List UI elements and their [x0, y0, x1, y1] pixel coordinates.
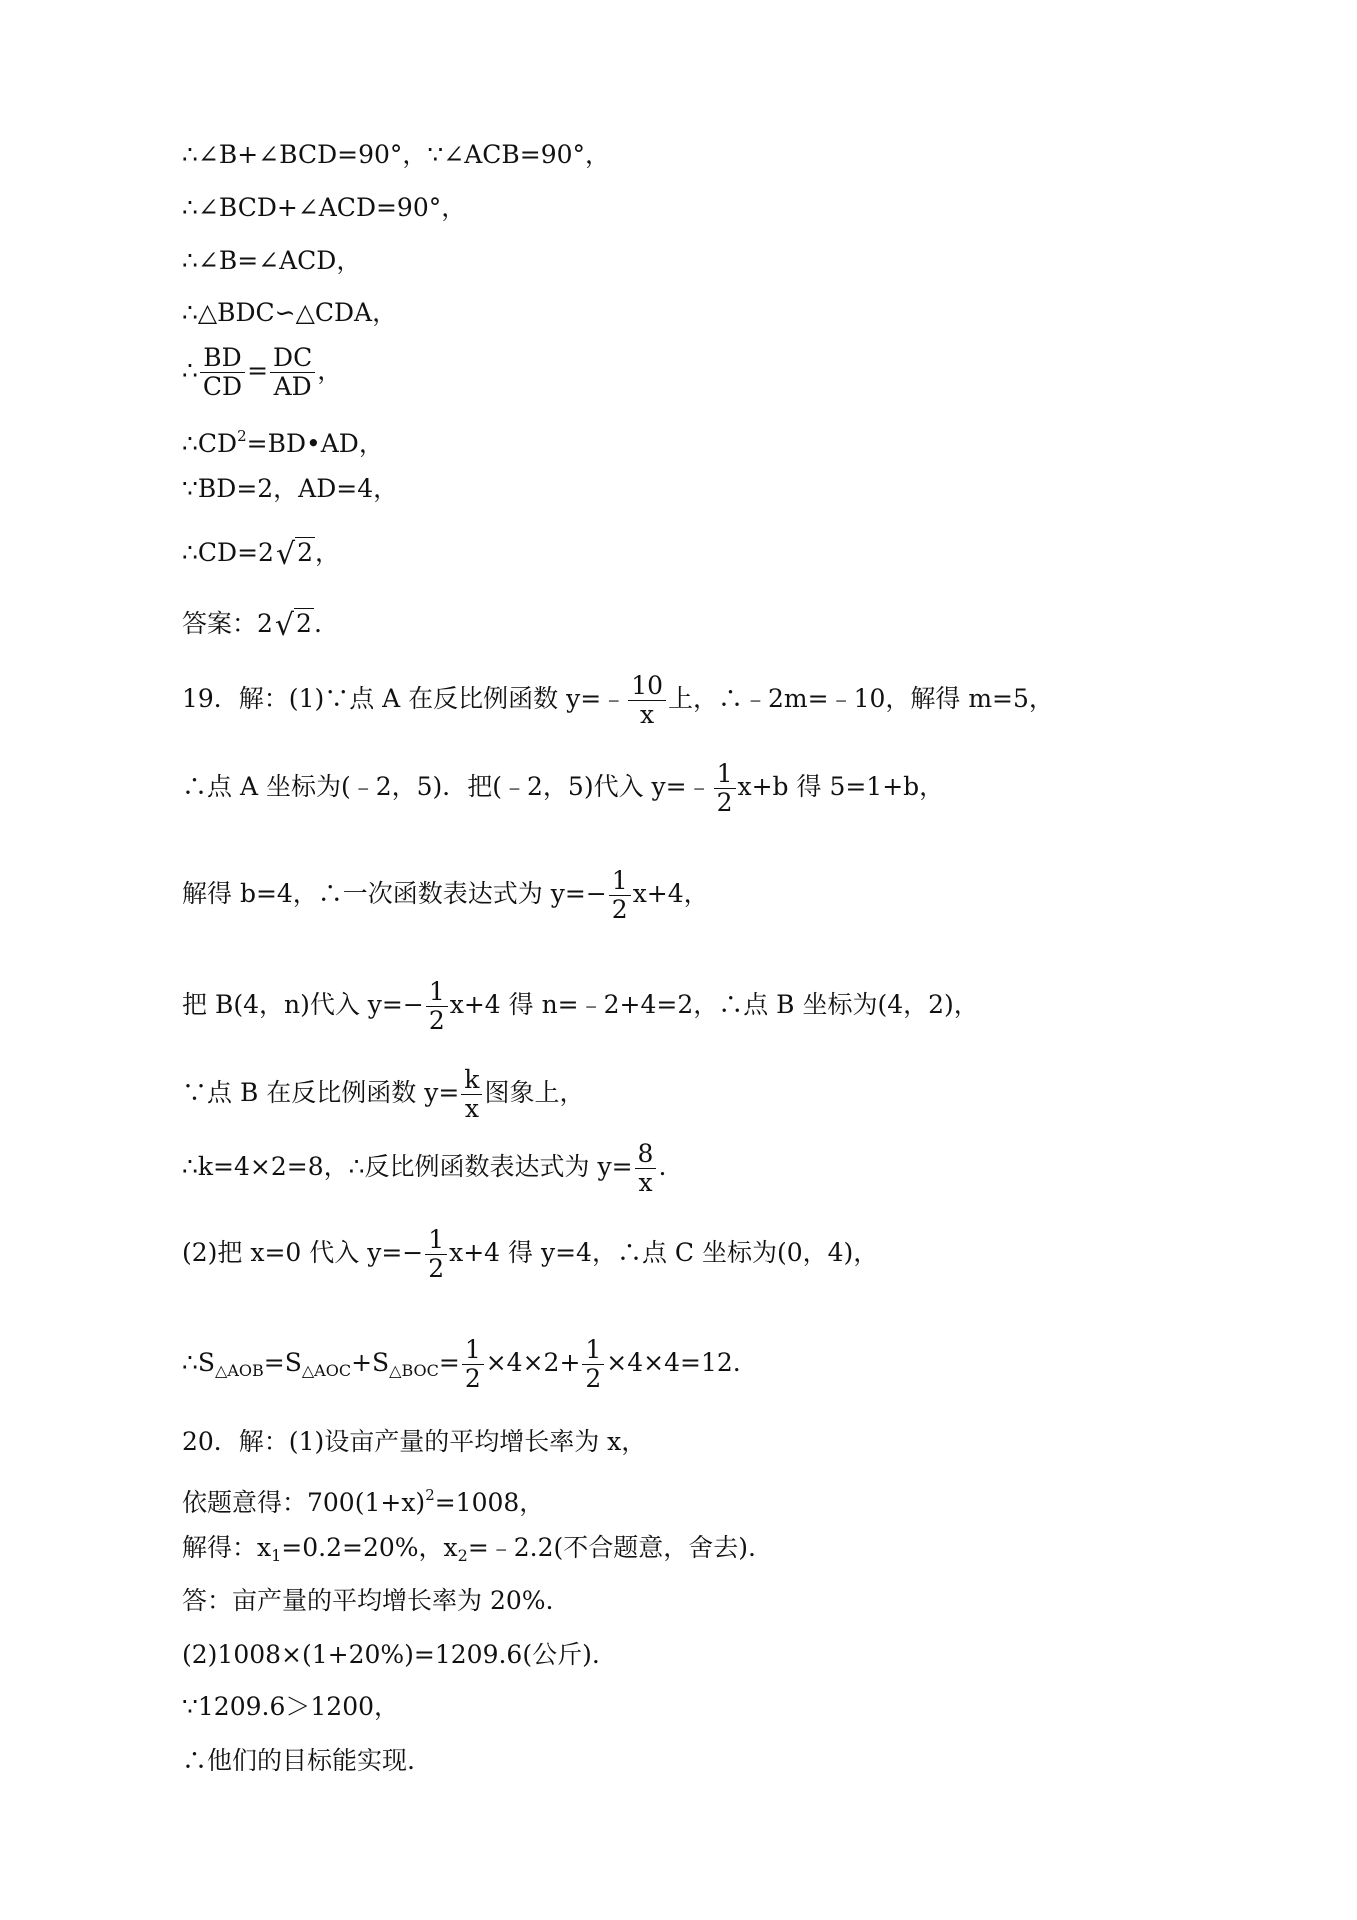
fraction: $\frac{1}{2}$ — [426, 978, 448, 1035]
fraction: $\frac{1}{2}$ — [714, 760, 736, 817]
q20-line-3: 解得：$x_1=0.2=20\%$，$x_2=﹣2.2$(不合题意，舍去). — [182, 1533, 756, 1565]
proof-line-6: $\therefore CD^2=BD•AD$， — [182, 427, 384, 458]
q19-line-2: ∴点 A 坐标为(﹣2，5)．把(﹣2，5)代入 y=﹣ $\frac{1}{2}$ x+b 得 5=1+b， — [182, 759, 945, 817]
fraction: $\frac{1}{2}$ — [425, 1226, 447, 1283]
fraction-dc-ad: $\frac{DC}{AD}$ — [270, 344, 315, 401]
q19-line-7: (2)把 x=0 代入 y=− $\frac{1}{2}$ x+4 得 y=4，∴点 C 坐标为(0，4)， — [182, 1225, 879, 1283]
proof-line-8: ∴CD=2√2， — [182, 537, 340, 572]
proof-line-5: ∴ $\frac{BD}{CD}$ = $\frac{DC}{AD}$ ， — [182, 343, 343, 401]
q20-line-2: 依题意得：$700(1+x)^2=1008$， — [182, 1486, 545, 1517]
q19-line-8: $\therefore S_{\triangle AOB}=S_{\triangle AOC}+S_{\triangle BOC}=$ $\frac{1}{2}$ ×4×2+ $\frac{1}{2}$ ×4×4=12. — [182, 1335, 741, 1393]
answer-line: 答案：2√2. — [182, 608, 322, 643]
fraction: $\frac{k}{x}$ — [461, 1066, 482, 1123]
q19-line-6: ∴k=4×2=8，∴反比例函数表达式为 y= $\frac{8}{x}$ . — [182, 1139, 667, 1197]
fraction: $\frac{8}{x}$ — [635, 1140, 657, 1197]
q19-line-5: ∵点 B 在反比例函数 y= $\frac{k}{x}$ 图象上， — [182, 1065, 585, 1123]
q19-line-4: 把 B(4，n)代入 y=− $\frac{1}{2}$ x+4 得 n=﹣2+4=2，∴点 B 坐标为(4，2)， — [182, 977, 979, 1035]
proof-line-1: ∴∠B+∠BCD=90°，∵∠ACB=90°， — [182, 140, 611, 169]
fraction-bd-cd: $\frac{BD}{CD}$ — [200, 344, 245, 401]
fraction: $\frac{1}{2}$ — [609, 867, 631, 924]
proof-line-2: ∴∠BCD+∠ACD=90°， — [182, 193, 467, 222]
proof-line-4: ∴△BDC∽△CDA， — [182, 298, 398, 327]
fraction: $\frac{1}{2}$ — [582, 1336, 604, 1393]
q19-line-1: 19．解：(1)∵点 A 在反比例函数 y=﹣ $\frac{10}{x}$ 上，∴﹣2m=﹣10，解得 m=5， — [182, 671, 1054, 729]
sqrt-symbol: √ — [275, 537, 296, 572]
q20-line-1: 20．解：(1)设亩产量的平均增长率为 x， — [182, 1427, 647, 1456]
sqrt-symbol: √ — [274, 608, 295, 643]
fraction: $\frac{10}{x}$ — [628, 672, 666, 729]
fraction: $\frac{1}{2}$ — [462, 1336, 484, 1393]
q20-line-4: 答：亩产量的平均增长率为 20%. — [182, 1586, 554, 1615]
q20-line-5: (2)1008×(1+20%)=1209.6(公斤). — [182, 1640, 600, 1669]
proof-line-3: ∴∠B=∠ACD， — [182, 246, 362, 275]
q20-line-7: ∴他们的目标能实现. — [182, 1746, 415, 1775]
q20-line-6: ∵1209.6＞1200， — [182, 1692, 400, 1721]
q19-line-3: 解得 b=4，∴一次函数表达式为 y=− $\frac{1}{2}$ x+4， — [182, 866, 709, 924]
proof-line-7: ∵BD=2，AD=4， — [182, 474, 399, 503]
